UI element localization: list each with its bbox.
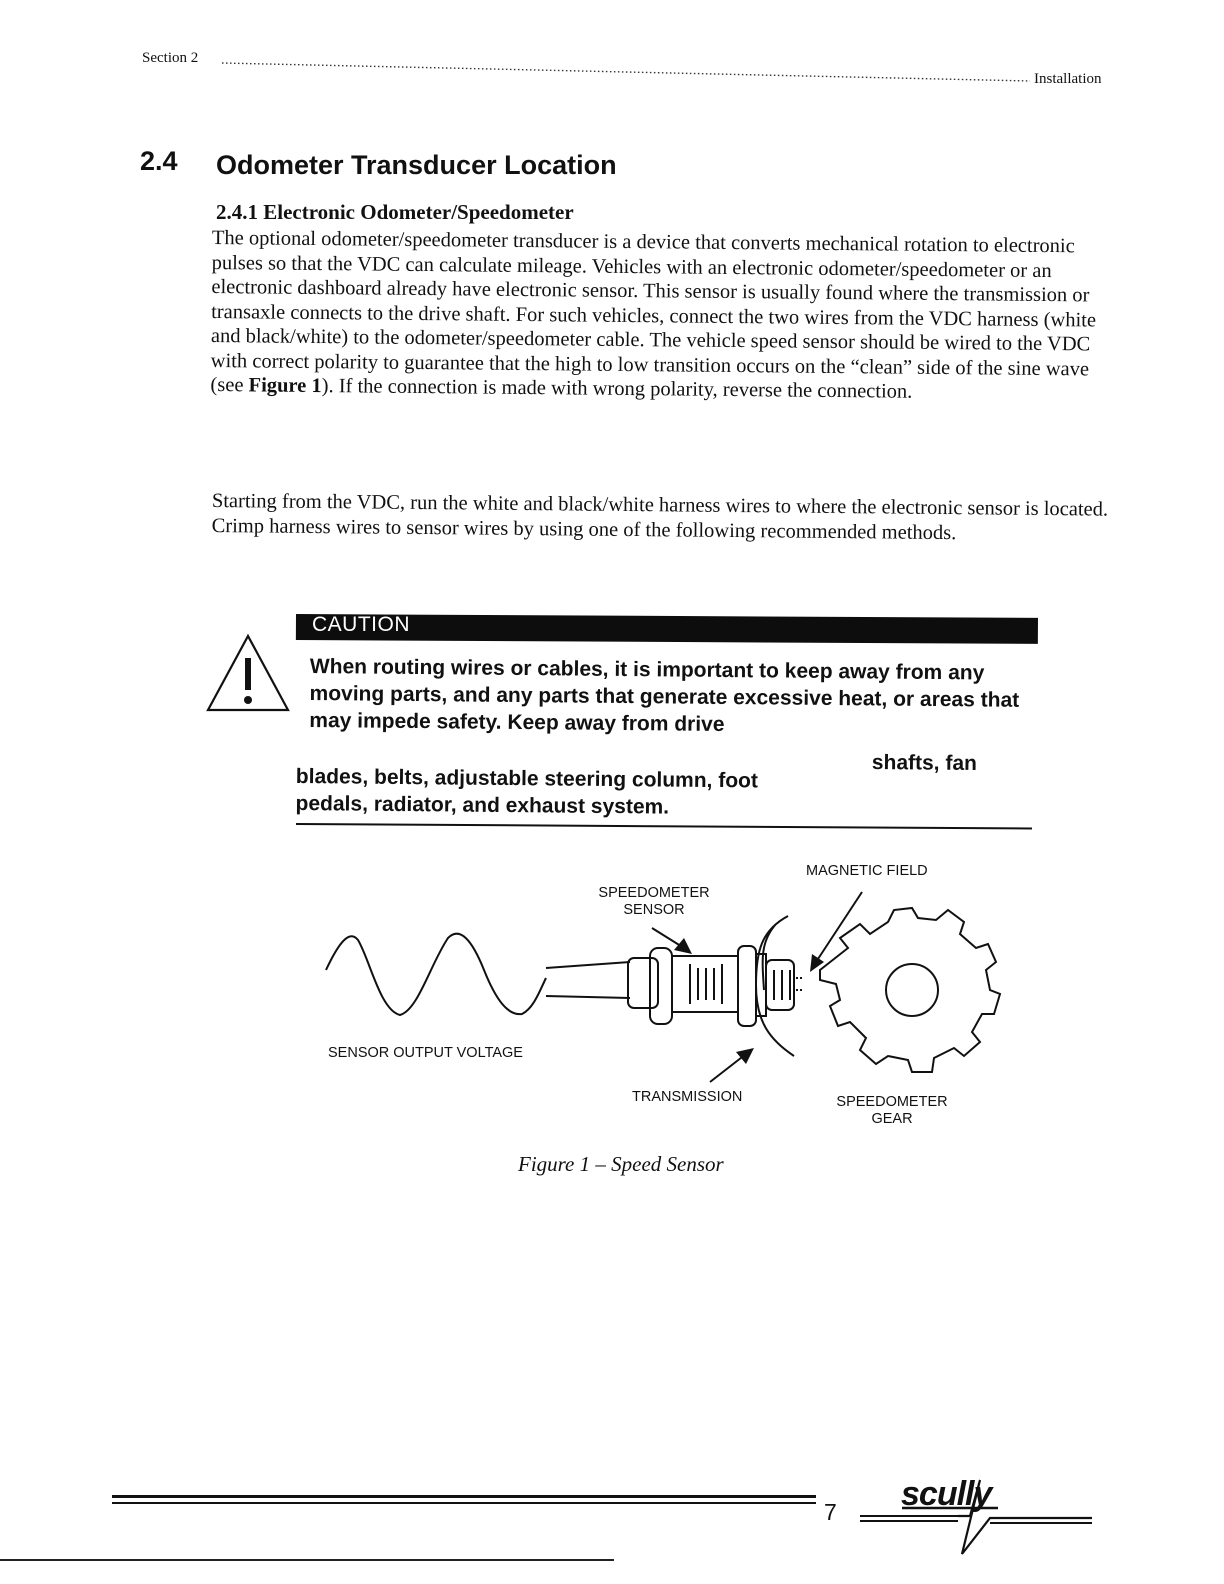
label-sensor-output-voltage: SENSOR OUTPUT VOLTAGE xyxy=(328,1045,523,1061)
sine-wave-trace xyxy=(326,934,546,1015)
sensor-cable xyxy=(546,962,630,998)
caution-text-tail: blades, belts, adjustable steering column, foot pedals, radiator, and exhaust system. xyxy=(295,764,759,819)
warning-triangle-icon xyxy=(204,632,292,714)
section-number: 2.4 xyxy=(140,146,178,176)
section-title: Odometer Transducer Location xyxy=(216,150,617,180)
label-speedometer-sensor: SPEEDOMETER SENSOR xyxy=(598,885,710,918)
header-dot-leader xyxy=(222,57,1030,83)
paragraph-1-text-b: ). If the connection is made with wrong polarity, reverse the connection. xyxy=(321,375,913,403)
page-number: 7 xyxy=(824,1499,837,1525)
caution-text-main: When routing wires or cables, it is important to keep away from any moving parts, and any parts that generate excessive heat, or areas that may impede safety. Keep away from drive xyxy=(309,654,1020,736)
label-magnetic-field: MAGNETIC FIELD xyxy=(806,863,928,879)
logo-wordmark: scully xyxy=(901,1475,992,1513)
speedometer-sensor-body xyxy=(628,946,802,1026)
scan-edge-line xyxy=(0,1559,614,1561)
caution-label: CAUTION xyxy=(312,613,410,636)
footer-rule-bottom xyxy=(112,1502,816,1504)
header-section-label: Section 2 xyxy=(142,50,199,66)
speedometer-gear-shape xyxy=(820,908,1000,1072)
caution-text-right: shafts, fan xyxy=(871,750,978,776)
figure-reference: Figure 1 xyxy=(248,374,322,398)
footer-rule-top xyxy=(112,1495,816,1498)
transmission-pointer-arrow xyxy=(710,1054,746,1082)
paragraph-wiring-instructions: Starting from the VDC, run the white and black/white harness wires to where the electronic sensor is located. Crimp harness wires to sensor wires by using one of the following recommended methods. xyxy=(211,489,1109,544)
caution-bottom-rule xyxy=(296,823,1032,829)
label-transmission: TRANSMISSION xyxy=(632,1089,743,1105)
paragraph-1-text-a: The optional odometer/speedometer transducer is a device that converts mechanical rotation to electronic pulses so that the VDC can calculate mileage. Vehicles with an electronic odometer/speedometer or an electronic dashboard already have electronic sensor. This sensor is usually found where the transmission or transaxle connects to the drive shaft. For such vehicles, connect the two wires from the VDC harness (white and black/white) to the odometer/speedometer cable. The vehicle speed sensor should be wired to the VDC with correct polarity to guarantee that the high to low transition occurs on the “clean” side of the sine wave (see xyxy=(210,226,1097,397)
subsection-title: 2.4.1 Electronic Odometer/Speedometer xyxy=(216,200,574,224)
label-speedometer-gear: SPEEDOMETER GEAR xyxy=(836,1094,948,1127)
header-chapter-label: Installation xyxy=(1034,71,1102,87)
paragraph-transducer-description xyxy=(210,226,1112,406)
figure-caption: Figure 1 – Speed Sensor xyxy=(518,1152,724,1176)
